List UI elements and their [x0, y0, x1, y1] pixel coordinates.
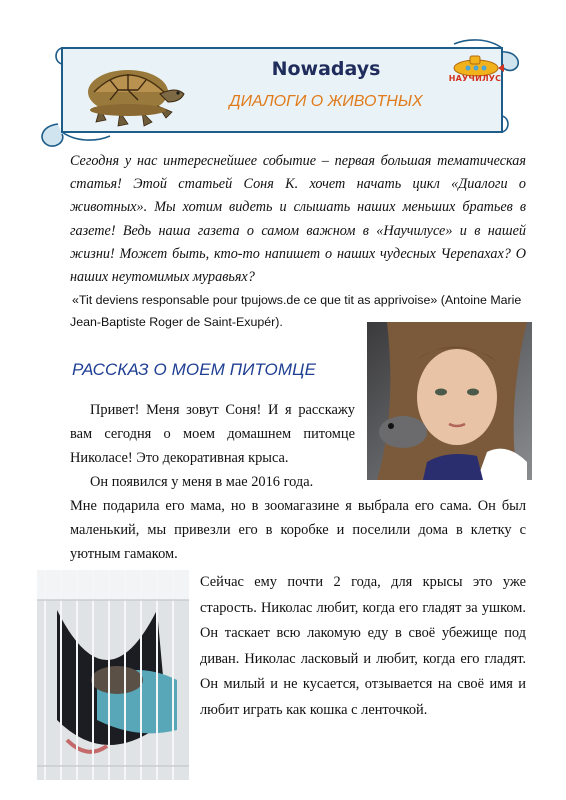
header-banner: [36, 38, 532, 150]
rat-in-cage-image: [37, 570, 189, 780]
girl-with-rat-photo: [367, 322, 532, 480]
story-paragraph-1: Привет! Меня зовут Соня! И я расскажу вам сегодня о моем домашнем питомце Николасе! Это декоративная крыса.: [70, 402, 355, 466]
story-paragraph-2: Мне подарила его мама, но в зоомагазине я выбрала его сама. Он был маленький, мы привезли его в коробке и поселили дома в клетку с уютным гамаком.: [70, 498, 526, 562]
story-paragraph-3: Сейчас ему почти 2 года, для крысы это уже старость. Николас любит, когда его гладят за ушком. Он таскает всю лакомую еду в своё убежище под диван. Николас ласковый и любит, когда его гладят. Он милый и не кусается, отзывается на своё имя и любит играть как кошка с ленточкой.: [200, 574, 526, 718]
turtle-image: [80, 60, 190, 130]
newspaper-title: Nowadays: [271, 58, 381, 80]
logo-wordmark: НАУЧИЛУС: [448, 74, 502, 83]
intro-paragraph: Сегодня у нас интереснейшее событие – первая большая тематическая статья! Этой статьей Соня К. хочет начать цикл «Диалоги о животных». Мы хотим видеть и слышать наших меньших братьев в газете! Ведь наша газета о самом важном в «Научилусе» и в нашей жизни! Может быть, кто-то напишет о наших чудесных Черепахах? О наших неутомимых муравьях?: [70, 153, 526, 286]
section-heading: РАССКАЗ О МОЕМ ПИТОМЦЕ: [72, 360, 317, 379]
epigraph-quote: «Tit deviens responsable pour tpujows.de ce que tit as apprivoise» (Antoine Marie Jean-Baptiste Roger de Saint-Exupér).: [70, 293, 522, 329]
story-paragraph-2-first-line: Он появился у меня в мае 2016 года.: [90, 474, 314, 490]
column-title: ДИАЛОГИ О ЖИВОТНЫХ: [229, 93, 423, 110]
rat-in-cage-photo: [37, 570, 189, 780]
girl-with-rat-image: [367, 322, 532, 480]
